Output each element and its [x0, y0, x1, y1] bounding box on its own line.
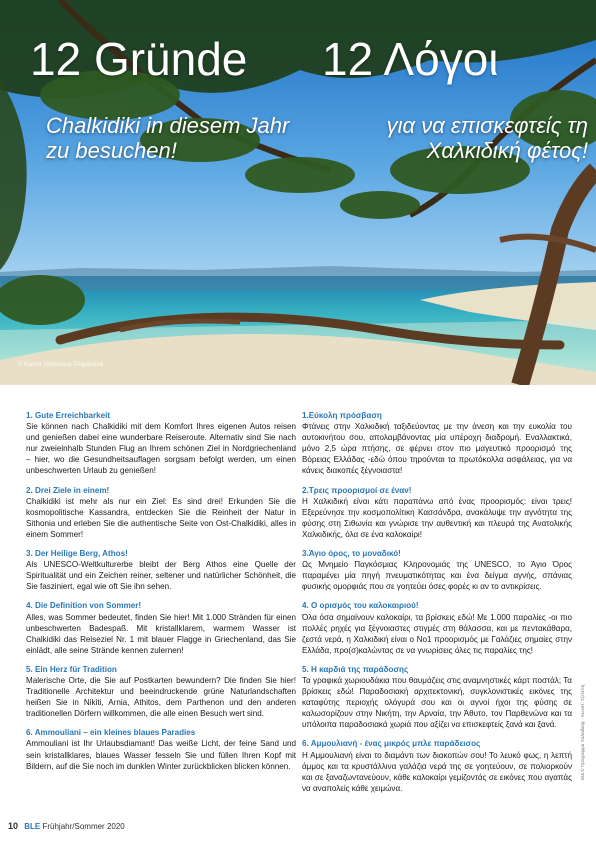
- title-greek: 12 Λόγοι: [322, 33, 499, 85]
- section-body: Όλα όσα σημαίνουν καλοκαίρι, τα βρίσκεις εδώ! Με 1.000 παραλίες -οι πιο πολλές ρηχές για ξέγνοιαστες στιγμές στη θάλασσα, και με πεντακάθαρα, ζεστά νερά, η Χαλκιδική είναι ο Νο1 προορισμός με Γαλάζιες σημαίες στην Ελλάδα, προ(σ)καλώντας σε να γνωρίσεις όλες τις παραλίες της!: [302, 612, 572, 655]
- section-gr-6: [302, 738, 572, 793]
- subtitle-german: Chalkidiki in diesem Jahr zu besuchen!: [46, 113, 290, 163]
- section-de-5: [26, 664, 296, 719]
- photo-credit: © Karina Yordanova Tsilipanova: [18, 362, 103, 368]
- section-de-2: [26, 485, 296, 540]
- subtitle-greek: για να επισκεφτείς τη Χαλκιδική φέτος!: [386, 113, 588, 163]
- section-body: Ammouliani ist Ihr Urlaubsdiamant! Das weiße Licht, der feine Sand und sein kristallklares, blaues Wasser fesseln Sie und füllen Ihren Kopf mit Bildern, auf die Sie noch im dunklen Winter zurückblicken blicken können.: [26, 739, 296, 771]
- section-de-1: [26, 410, 296, 477]
- greek-column: [302, 410, 572, 802]
- section-body: Chalkidiki ist mehr als nur ein Ziel: Es sind drei! Erkunden Sie die kosmopolitische Kassandra, entdecken Sie die Reinheit der Natur in Sithonia und erleben Sie die authentische Seite von Ost-Chalkidiki, alles in einem Sommer!: [26, 496, 296, 539]
- page-number: 10: [8, 821, 19, 831]
- section-gr-4: [302, 600, 572, 655]
- side-credit: [580, 640, 586, 780]
- section-title: 3.Άγιο όρος, το μοναδικό!: [302, 549, 401, 559]
- section-title: 5. Η καρδιά της παράδοσης: [302, 664, 409, 674]
- section-gr-5: [302, 664, 572, 731]
- section-body: Ως Μνημείο Παγκόσμιας Κληρονομιάς της UNESCO, το Άγιο Όρος παραμένει μία πηγή πνευματικότητας και ένα δείγμα αγνής, σπάνιας φυσικής ομορφιάς που σε γοητεύει όσες φορές κι αν το αντικρίσεις.: [302, 560, 572, 592]
- section-body: Η Χαλκιδική είναι κάτι παραπάνω από ένας προορισμός: είναι τρεις! Εξερεύνησε την κοσμοπολίτικη Κασσάνδρα, ανακάλυψε την αγνότητα της φύσης στη Σιθωνία και γνώρισε την αυθεντική και πλευρά της Ανατολικής Χαλκιδικής, όλα σε ένα καλοκαίρι!: [302, 496, 572, 539]
- german-column: [26, 410, 296, 780]
- section-de-3: [26, 548, 296, 592]
- section-body: Malerische Orte, die Sie auf Postkarten bewundern? Die finden Sie hier! Traditionelle Architektur und beeindruckende grüne Naturlandschaften heißen Sie in Nikiti, Arnia, Athitos, dem Parthenon und den anderen traditionellen Dörfern willkommen, die alle einen Besuch wert sind.: [26, 675, 296, 719]
- section-body: Τα γραφικά χωριουδάκια που θαυμάζεις στις αναμνηστικές κάρτ ποστάλ; Τα βρίσκεις εδώ! Παραδοσιακή αρχιτεκτονική, συγκλονιστικές εικόνες της καταφύτης περιοχής ολόγυρά σου και οι αγνοί ήχοι της φύσης σε καλωσορίζουν στην Νικήτη, την Αρναία, την Άθυτο, τον Παρθενώνα και τα υπόλοιπα παραδοσιακά χωριά που αξίζει να επισκεφτείς ξανά και ξανά.: [302, 675, 572, 730]
- section-body: Φτάνεις στην Χαλκιδική ταξιδεύοντας με την άνεση και την ευκολία του αυτοκινήτου σου, απολαμβάνοντας μία υπέροχη διαδρομή. Εναλλακτικά, μόνο 2,5 ώρα πτήσης, σε φέρνει στον πιο μαγευτικό προορισμό της Βόρειας Ελλάδας -εδώ όπου τηρούνται τα πρωτόκολλα ασφάλειας, για να κάνεις διακοπές ξέγνοιαστα!: [302, 422, 572, 476]
- section-body: Η Αμμουλιανή είναι το διαμάντι των διακοπών σου! Το λευκό φως, η λεπτή άμμος και τα κρυστάλλινα γαλάζια νερά της σε γοητεύουν, σε πολιορκούν και σε ξαναζωντανεύουν, κάθε καλοκαίρι γεμίζοντάς σε εικόνες που αγαπάς να αναπολείς κάθε χειμώνα.: [302, 750, 572, 793]
- section-title: 1.Εύκολη πρόσβαση: [302, 411, 382, 420]
- section-de-6: [26, 727, 296, 771]
- section-body: Als UNESCO-Weltkulturerbe bleibt der Berg Athos eine Quelle der Spiritualität und ein Zeichen reiner, seltener und natürlicher Schönheit, die Sie fasziniert, egal wie oft Sie ihn sehen.: [26, 560, 296, 592]
- section-gr-1: [302, 410, 572, 477]
- hero-image: [0, 0, 596, 385]
- section-title: 4. Ο ορισμός του καλοκαιριού!: [302, 601, 419, 611]
- section-gr-2: [302, 485, 572, 540]
- section-title: 5. Ein Herz für Tradition: [26, 664, 117, 674]
- issue-label: Frühjahr/Sommer 2020: [42, 822, 125, 831]
- section-title: 1. Gute Erreichbarkeit: [26, 411, 111, 420]
- section-de-4: [26, 600, 296, 655]
- page-footer: [8, 821, 125, 831]
- section-gr-3: [302, 548, 572, 592]
- section-body: Sie können nach Chalkidiki mit dem Komfort Ihres eigenen Autos reisen und genießen dabei eine wunderbare Reiseroute. Alternativ sind Sie nach nur zweieinhalb Stunden Flug an Ihrem schönen Ziel in Nordgriechenland – hier, wo die Gesundheitsauflagen sorgsam befolgt werden, um einen unbeschwerten Urlaub zu genießen!: [26, 422, 296, 476]
- section-title: 6. Ammouliani – ein kleines blaues Paradies: [26, 728, 196, 738]
- magazine-brand: BLE: [24, 822, 41, 831]
- section-title: 4. Die Definition von Sommer!: [26, 601, 142, 611]
- side-credit-text: ΒΙΔ © Πρόγραμμα Χαλκιδικής - Κωνστ. Τζελέπη: [580, 684, 585, 780]
- section-title: 2. Drei Ziele in einem!: [26, 485, 110, 495]
- section-title: 3. Der Heilige Berg, Athos!: [26, 549, 128, 559]
- title-german: 12 Gründe: [30, 33, 248, 85]
- section-title: 6. Αμμουλιανή - ένας μικρός μπλε παράδεισος: [302, 739, 481, 749]
- section-title: 2.Τρεις προορισμοί σε έναν!: [302, 485, 412, 495]
- section-body: Alles, was Sommer bedeutet, finden Sie hier! Mit 1.000 Stränden für einen unbeschwerten Badespaß. Mit kristallklarem, warmem Wasser ist Chalkidiki das Reiseziel Nr. 1 mit blauer Flagge in Griechenland, das Sie einlädt, alle seine Strände kennen zulernen!: [26, 612, 296, 655]
